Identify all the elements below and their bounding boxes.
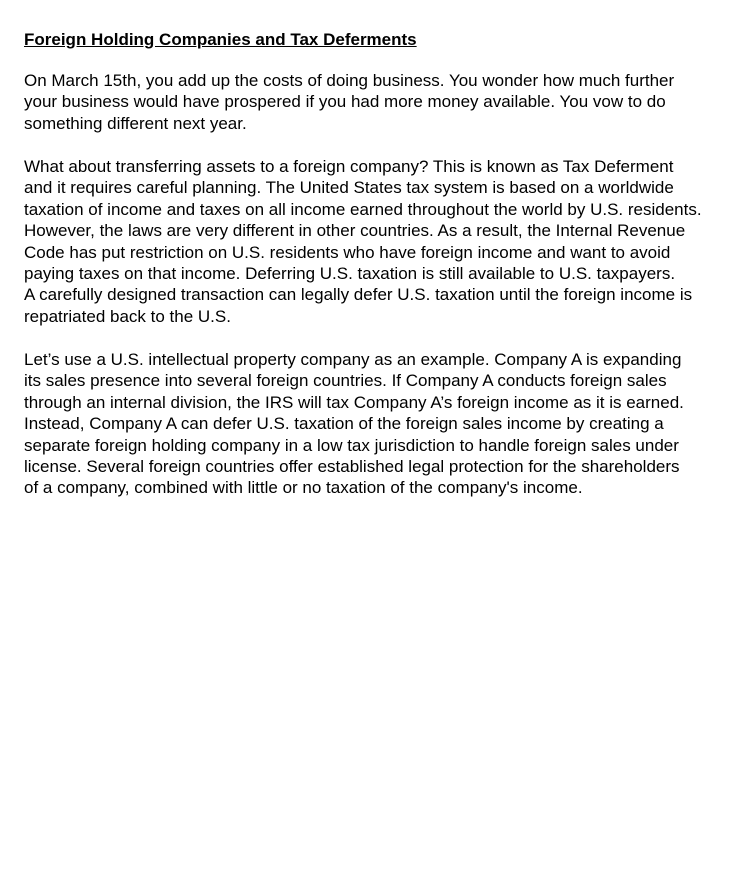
paragraph-line: and it requires careful planning. The United States tax system is based on a worldwide <box>24 178 674 198</box>
paragraph-line: of a company, combined with little or no taxation of the company's income. <box>24 478 583 498</box>
paragraph-intro <box>24 70 674 134</box>
paragraph-line: A carefully designed transaction can legally defer U.S. taxation until the foreign income is <box>24 285 693 305</box>
paragraph-line: Instead, Company A can defer U.S. taxation of the foreign sales income by creating a <box>24 414 664 434</box>
paragraph-line: Code has put restriction on U.S. residents who have foreign income and want to avoid <box>24 242 671 262</box>
paragraph-line: its sales presence into several foreign countries. If Company A conducts foreign sales <box>24 371 667 391</box>
document-title: Foreign Holding Companies and Tax Deferments <box>24 30 417 49</box>
paragraph-line: something different next year. <box>24 113 247 133</box>
paragraph-line: separate foreign holding company in a low tax jurisdiction to handle foreign sales under <box>24 435 679 455</box>
paragraph-tax-deferment <box>24 156 702 327</box>
paragraph-line: your business would have prospered if you had more money available. You vow to do <box>24 92 666 112</box>
paragraph-line: through an internal division, the IRS will tax Company A’s foreign income as it is earned. <box>24 392 684 412</box>
paragraph-line: license. Several foreign countries offer established legal protection for the shareholders <box>24 457 680 477</box>
paragraph-line: However, the laws are very different in other countries. As a result, the Internal Revenue <box>24 221 686 241</box>
paragraph-example <box>24 349 684 499</box>
paragraph-line: On March 15th, you add up the costs of doing business. You wonder how much further <box>24 71 675 90</box>
paragraph-line: What about transferring assets to a foreign company? This is known as Tax Deferment <box>24 157 674 176</box>
paragraph-line: Let’s use a U.S. intellectual property company as an example. Company A is expanding <box>24 350 682 369</box>
paragraph-line: repatriated back to the U.S. <box>24 306 231 326</box>
paragraph-line: taxation of income and taxes on all income earned throughout the world by U.S. residents. <box>24 199 702 219</box>
paragraph-line: paying taxes on that income. Deferring U.S. taxation is still available to U.S. taxpayers. <box>24 264 676 284</box>
